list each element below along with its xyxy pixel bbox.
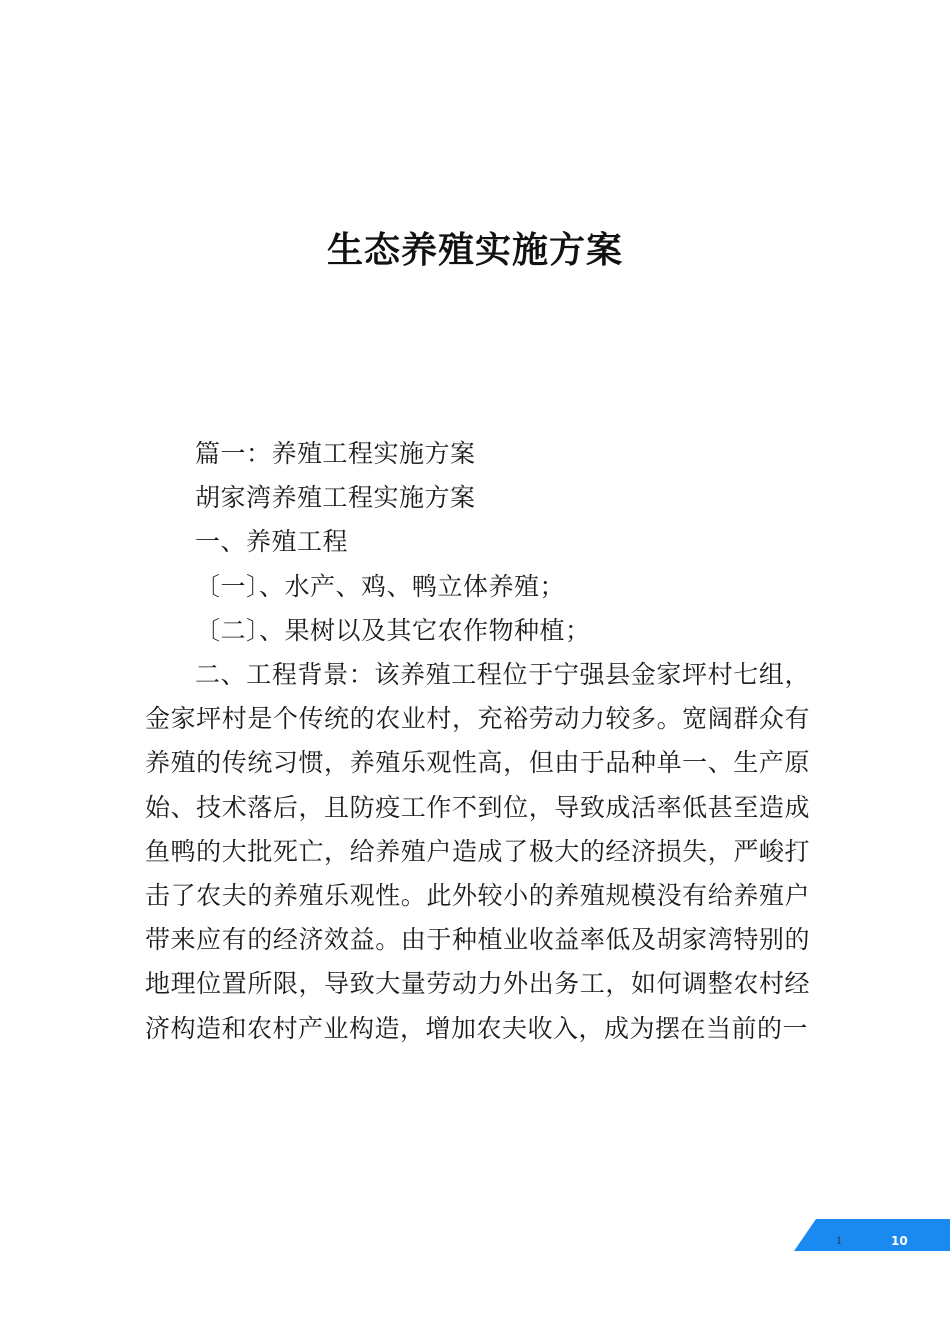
paragraph-subtitle: 胡家湾养殖工程实施方案 [195,483,476,513]
page-number: 1 [836,1236,843,1247]
paragraph-heading-1: 一、养殖工程 [195,527,349,557]
document-title: 生态养殖实施方案 [326,230,623,271]
paragraph-item-1: 〔一〕、水产、鸡、鸭立体养殖； [195,571,566,601]
page-badge [794,1219,950,1251]
paragraph-section-heading: 篇一：养殖工程实施方案 [195,439,476,468]
document-body [145,432,810,1051]
total-pages: 10 [891,1234,908,1248]
paragraph-background: 二、工程背景：该养殖工程位于宁强县金家坪村七组，金家坪村是个传统的农业村，充裕劳动力较多。宽阔群众有养殖的传统习惯，养殖乐观性高，但由于品种单一、生产原始、技术落后，且防疫工作不到位，导致成活率低甚至造成鱼鸭的大批死亡，给养殖户造成了极大的经济损失，严峻打击了农夫的养殖乐观性。此外较小的养殖规模没有给养殖户带来应有的经济效益。由于种植业收益率低及胡家湾特别的地理位置所限，导致大量劳动力外出务工，如何调整农村经济构造和农村产业构造，增加农夫收入，成为摆在当前的一 [145,660,810,1043]
paragraph-item-2: 〔二〕、果树以及其它农作物种植； [195,615,591,645]
